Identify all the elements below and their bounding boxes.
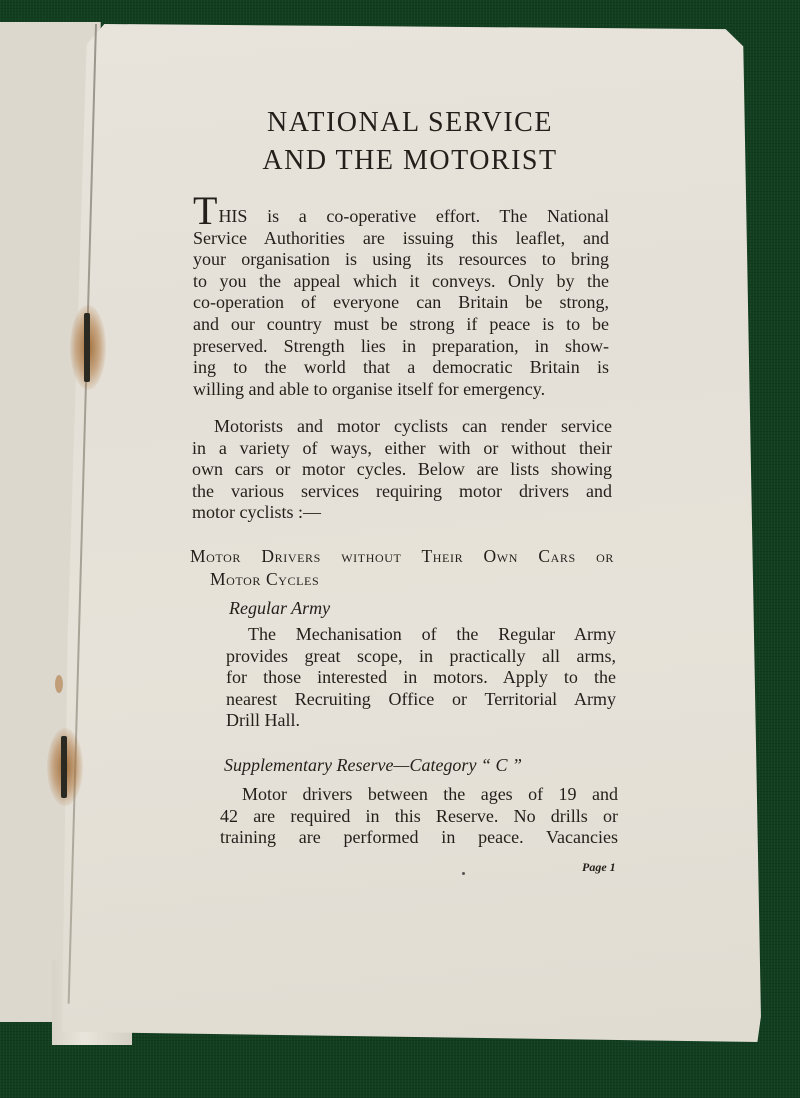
paragraph-line: nearest Recruiting Office or Territorial Army — [226, 688, 616, 709]
paragraph-line: own cars or motor cycles. Below are lists showing — [192, 459, 612, 480]
paragraph-line: Motorists and motor cyclists can render service — [214, 416, 612, 436]
rust-stain — [55, 675, 63, 693]
paragraph-line: 42 are required in this Reserve. No drills or — [220, 805, 618, 826]
staple-icon — [70, 305, 106, 390]
regular-army-paragraph — [226, 624, 616, 732]
section-heading-line: Motor Drivers without Their Own Cars or — [190, 546, 614, 566]
intro-line: and our country must be strong if peace is to be — [193, 313, 609, 334]
paragraph-line: Motor drivers between the ages of 19 and — [242, 784, 618, 804]
paragraph-line: Drill Hall. — [226, 710, 300, 731]
intro-line: to you the appeal which it conveys. Only by the — [193, 270, 609, 291]
intro-line: willing and able to organise itself for emergency. — [193, 378, 546, 399]
paragraph-line: training are performed in peace. Vacancies — [220, 827, 618, 848]
section-heading-line: Motor Cycles — [210, 569, 320, 589]
paragraph-line: The Mechanisation of the Regular Army — [248, 624, 616, 644]
subsection-title-supplementary-reserve: Supplementary Reserve—Category “ C ” — [224, 755, 522, 775]
title-line: AND THE MOTORIST — [262, 145, 558, 176]
paragraph-line: the various services requiring motor drivers and — [192, 480, 612, 501]
drop-cap: T — [193, 188, 218, 233]
intro-paragraph — [193, 188, 609, 400]
title-line: NATIONAL SERVICE — [267, 107, 553, 138]
print-dot — [462, 872, 465, 875]
section-heading — [190, 545, 614, 591]
staple-icon — [47, 728, 83, 806]
supplementary-reserve-paragraph — [220, 784, 618, 849]
intro-line: ing to the world that a democratic Britain is — [193, 357, 609, 378]
paragraph-line: motor cyclists :— — [192, 502, 321, 523]
paragraph-line: provides great scope, in practically all arms, — [226, 645, 616, 666]
page-title — [180, 104, 640, 180]
intro-line: Service Authorities are issuing this leaflet, and — [193, 227, 609, 248]
paragraph-line: in a variety of ways, either with or without their — [192, 437, 612, 458]
services-paragraph — [192, 416, 612, 524]
page-number: Page 1 — [582, 860, 616, 874]
intro-line: co-operation of everyone can Britain be strong, — [193, 292, 609, 313]
intro-line: your organisation is using its resources to bring — [193, 249, 609, 270]
intro-line: preserved. Strength lies in preparation, in show- — [193, 335, 609, 356]
subsection-title-regular-army: Regular Army — [229, 598, 331, 618]
paragraph-line: for those interested in motors. Apply to the — [226, 667, 616, 688]
intro-line: THIS is a co-operative effort. The National — [193, 188, 609, 233]
